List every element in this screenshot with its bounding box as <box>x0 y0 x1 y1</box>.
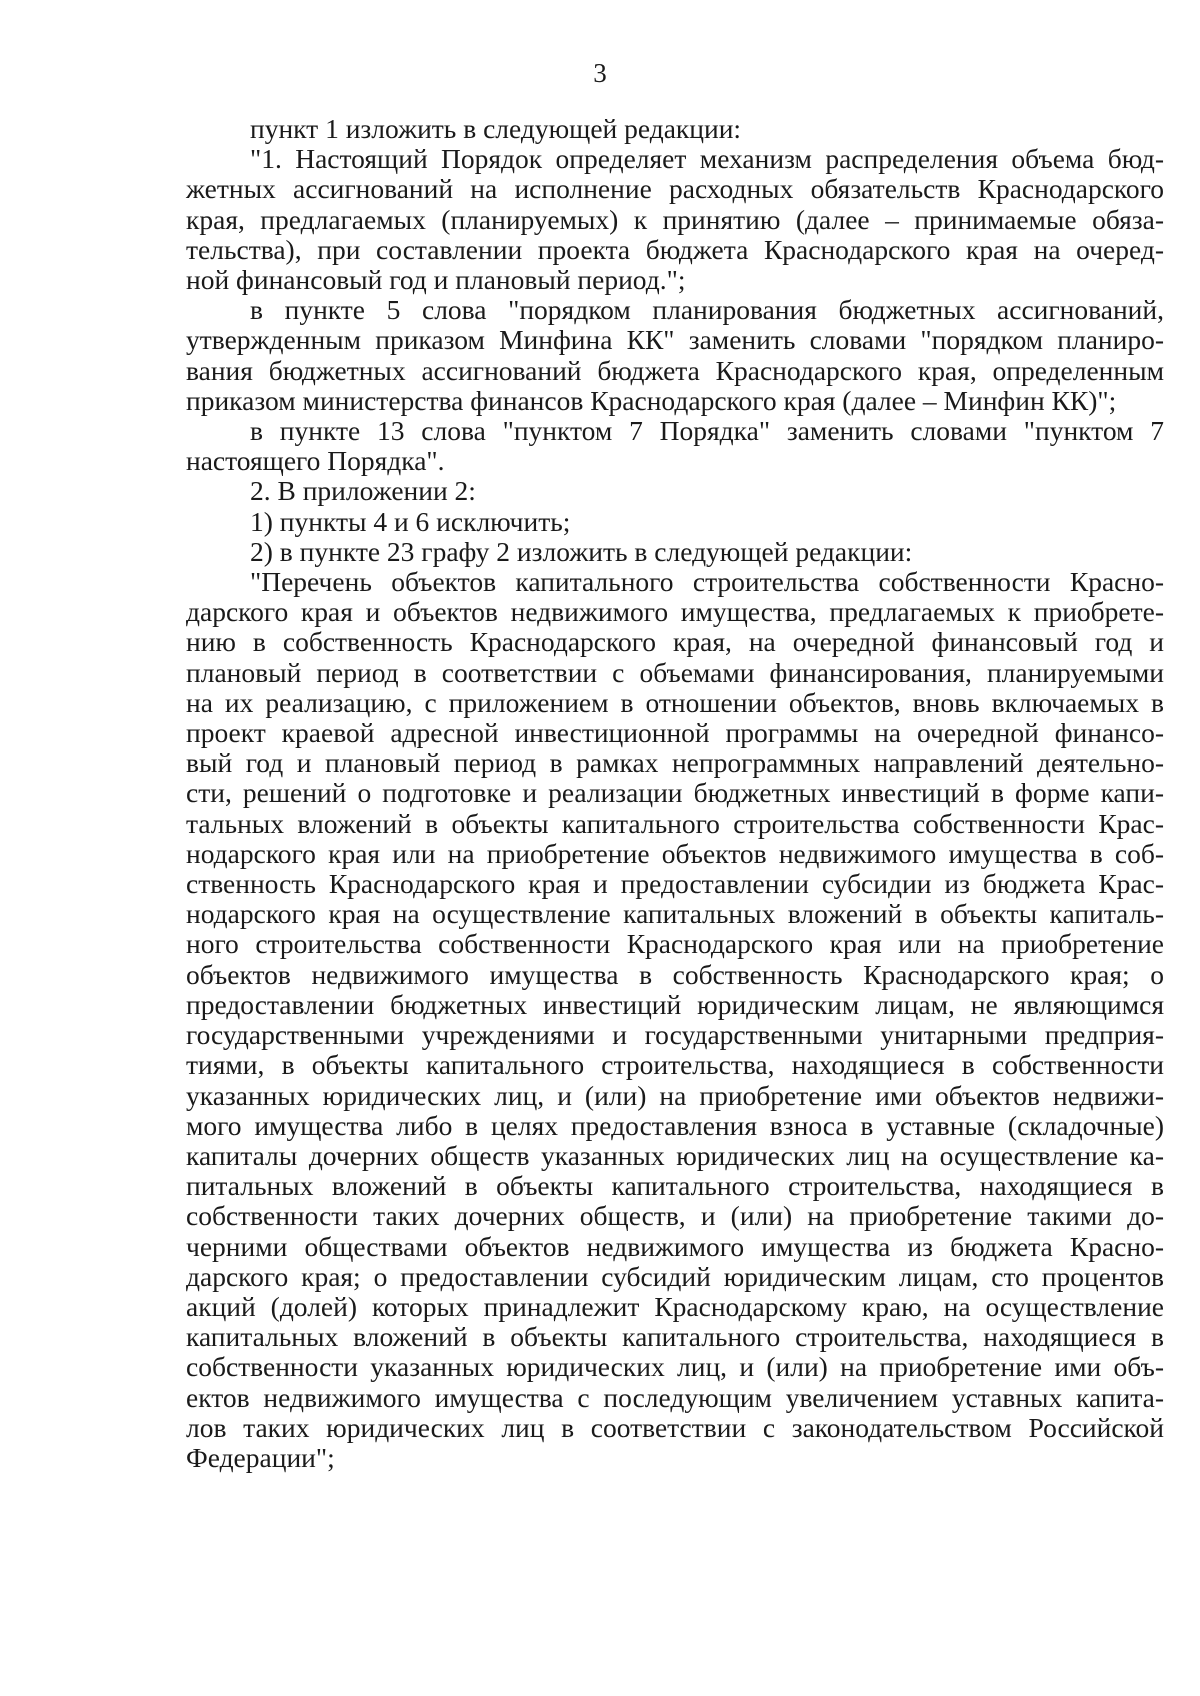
text-line: жетных ассигнований на исполнение расходных обязательств Краснодарского <box>186 173 1164 205</box>
text-line: лов таких юридических лиц в соответствии с законодательством Российской <box>186 1411 1164 1443</box>
paragraph-p4 <box>186 416 1164 476</box>
text-line: указанных юридических лиц, и (или) на приобретение ими объектов недвижи- <box>186 1079 1164 1111</box>
paragraph-p7 <box>186 537 1164 567</box>
text-line: приказом министерства финансов Краснодарского края (далее – Минфин КК)"; <box>186 384 1117 416</box>
text-line: на их реализацию, с приложением в отношении объектов, вновь включаемых в <box>186 686 1164 718</box>
text-line: в пункте 5 слова "порядком планирования бюджетных ассигнований, <box>250 294 1164 326</box>
text-line: плановый период в соответствии с объемами финансирования, планируемыми <box>186 656 1164 688</box>
text-line: дарского края; о предоставлении субсидий юридическим лицам, сто процентов <box>186 1260 1164 1292</box>
paragraph-p1 <box>186 114 1164 144</box>
text-line: капитальных вложений в объекты капитального строительства, находящиеся в <box>186 1321 1164 1353</box>
paragraph-p5 <box>186 476 1164 506</box>
text-line: края, предлагаемых (планируемых) к принятию (далее – принимаемые обяза- <box>186 203 1164 235</box>
text-line: пункт 1 изложить в следующей редакции: <box>250 113 742 144</box>
text-line: 2) в пункте 23 графу 2 изложить в следующей редакции: <box>250 535 913 567</box>
text-line: черними обществами объектов недвижимого имущества из бюджета Красно- <box>186 1230 1164 1262</box>
text-line: утвержденным приказом Минфина КК" заменить словами "порядком планиро- <box>186 324 1164 356</box>
paragraph-p6 <box>186 507 1164 537</box>
paragraph-p3 <box>186 295 1164 416</box>
text-line: тельства), при составлении проекта бюджета Краснодарского края на очеред- <box>186 233 1164 265</box>
document-body <box>186 114 1164 1473</box>
text-line: объектов недвижимого имущества в собственность Краснодарского края; о <box>186 958 1164 990</box>
text-line: нодарского края на осуществление капитальных вложений в объекты капиталь- <box>186 898 1164 930</box>
text-line: 2. В приложении 2: <box>250 475 476 507</box>
text-line: акций (долей) которых принадлежит Краснодарскому краю, на осуществление <box>186 1290 1164 1322</box>
text-line: нию в собственность Краснодарского края, на очередной финансовый год и <box>186 626 1164 658</box>
text-line: в пункте 13 слова "пунктом 7 Порядка" заменить словами "пунктом 7 <box>250 415 1164 447</box>
text-line: проект краевой адресной инвестиционной программы на очередной финансо- <box>186 717 1164 749</box>
text-line: государственными учреждениями и государственными унитарными предприя- <box>186 1019 1164 1051</box>
text-line: собственности таких дочерних обществ, и (или) на приобретение такими до- <box>186 1200 1164 1232</box>
text-line: "1. Настоящий Порядок определяет механизм распределения объема бюд- <box>250 143 1164 175</box>
text-line: капиталы дочерних обществ указанных юридических лиц на осуществление ка- <box>186 1139 1164 1171</box>
text-line: ного строительства собственности Краснодарского края или на приобретение <box>186 928 1164 960</box>
text-line: дарского края и объектов недвижимого имущества, предлагаемых к приобрете- <box>186 596 1164 628</box>
text-line: Федерации"; <box>186 1441 335 1473</box>
text-line: "Перечень объектов капитального строительства собственности Красно- <box>250 566 1164 598</box>
text-line: ственность Краснодарского края и предоставлении субсидии из бюджета Крас- <box>186 868 1164 900</box>
paragraph-p8 <box>186 567 1164 1473</box>
text-line: мого имущества либо в целях предоставления взноса в уставные (складочные) <box>186 1109 1164 1141</box>
text-line: 1) пункты 4 и 6 исключить; <box>250 505 571 537</box>
text-line: нодарского края или на приобретение объектов недвижимого имущества в соб- <box>186 837 1164 869</box>
paragraph-p2 <box>186 144 1164 295</box>
text-line: сти, решений о подготовке и реализации бюджетных инвестиций в форме капи- <box>186 777 1164 809</box>
text-line: вания бюджетных ассигнований бюджета Краснодарского края, определенным <box>186 354 1164 386</box>
text-line: настоящего Порядка". <box>186 445 445 477</box>
text-line: собственности указанных юридических лиц, и (или) на приобретение ими объ- <box>186 1351 1164 1383</box>
text-line: ной финансовый год и плановый период."; <box>186 264 686 296</box>
text-line: предоставлении бюджетных инвестиций юридическим лицам, не являющимся <box>186 988 1164 1020</box>
text-line: ектов недвижимого имущества с последующим увеличением уставных капита- <box>186 1381 1164 1413</box>
page-number: 3 <box>593 58 607 88</box>
text-line: вый год и плановый период в рамках непрограммных направлений деятельно- <box>186 747 1164 779</box>
text-line: тиями, в объекты капитального строительства, находящиеся в собственности <box>186 1049 1164 1081</box>
text-line: питальных вложений в объекты капитального строительства, находящиеся в <box>186 1170 1164 1202</box>
text-line: тальных вложений в объекты капитального строительства собственности Крас- <box>186 807 1164 839</box>
